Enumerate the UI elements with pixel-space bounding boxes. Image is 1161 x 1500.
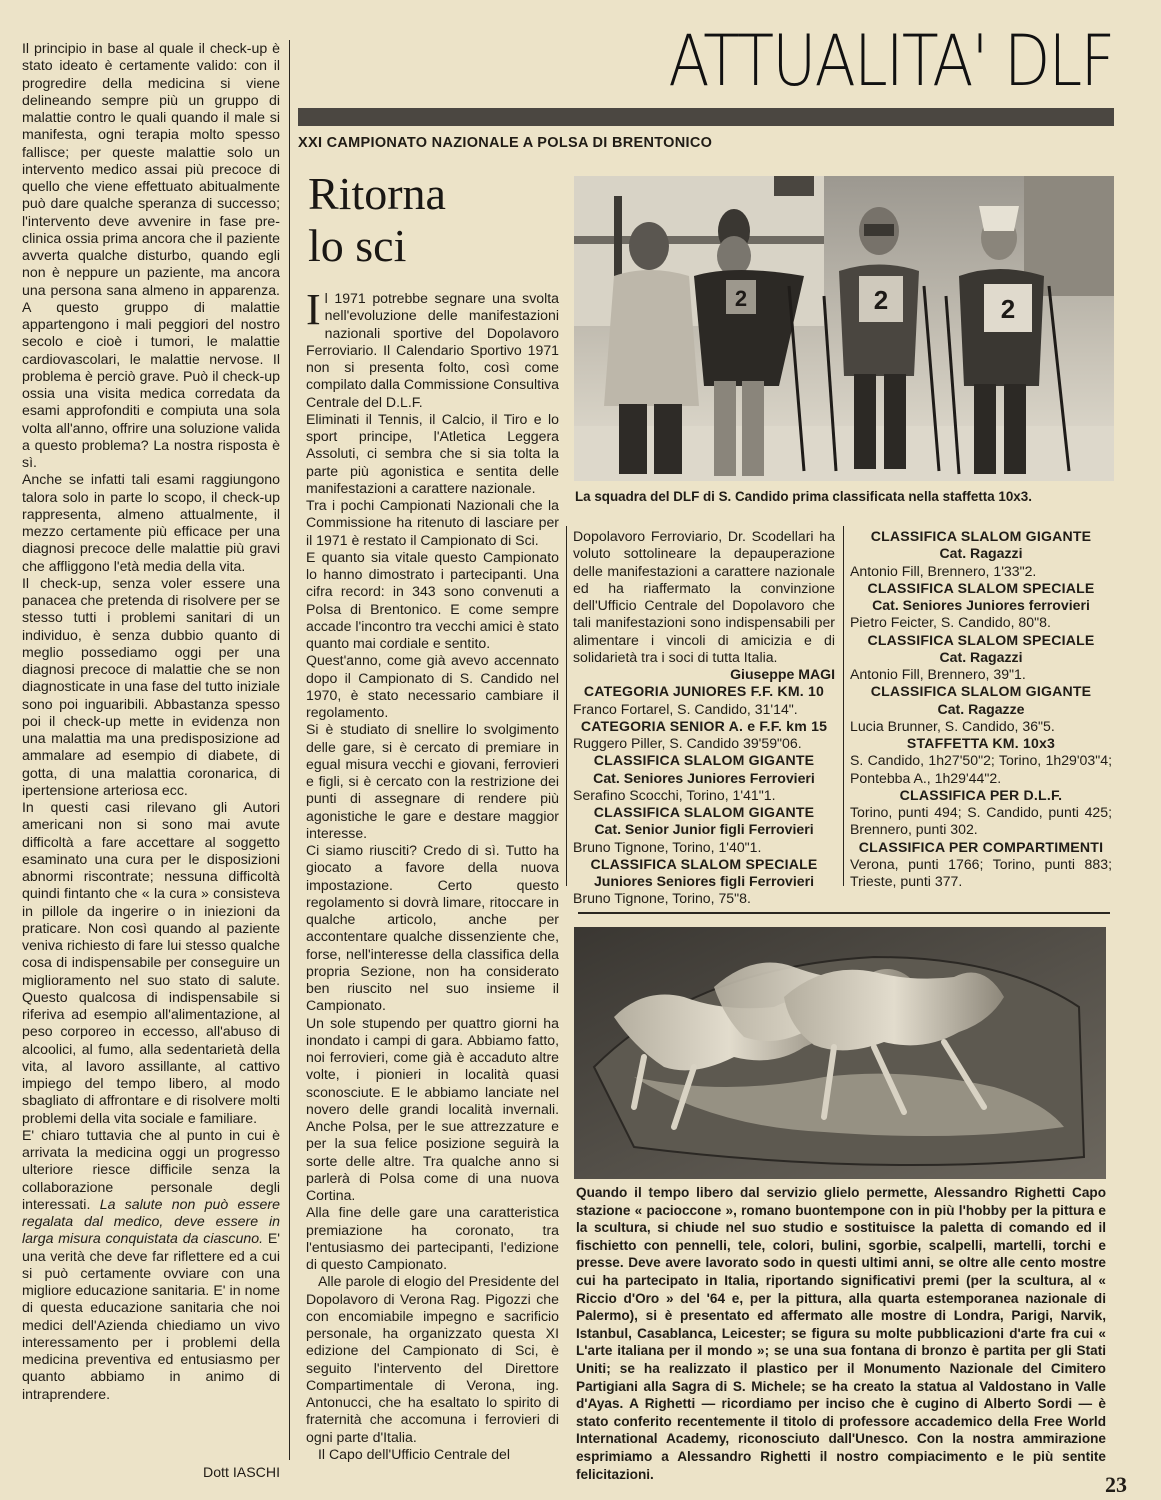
page-number: 23 xyxy=(1105,1472,1127,1497)
bib-number: 2 xyxy=(873,285,889,315)
result-block xyxy=(850,580,1112,632)
result-block xyxy=(573,683,835,718)
sculpture-caption: Quando il tempo libero dal servizio glielo permette, Alessandro Righetti Capo stazione « pacioccone », romano buontempone con in più l'hobby per la pittura e la scultura, si chiude nel suo studio e sostituisce la paletta di comando ed il fischietto con pennelli, tele, colori, bulini, sgorbie, scalpelli, martelli, torchi e presse. Deve avere lavorato sodo in questi ultimi anni, se oltre alle cento mostre cui ha partecipato in Italia, riportando significativi premi (per la scultura, al « Riccio d'Oro » del '64 e, per la pittura, alla quarta estemporanea nazionale di Palermo), si è presentato ed affermato alle mostre di Londra, Parigi, Narvik, Istanbul, Casablanca, Leicester; se figura su molte pubblicazioni d'arte fra cui « L'arte italiana per il mondo »; se una sua fontana di bronzo è partita per gli Stati Uniti; se ha realizzato il plastico per il Monumento Nazionale del Cimitero Partigiani alla Sagra di S. Michele; se ha creato la statua al Valdostano in Valle d'Ayas. A Righetti — ricordiamo per inciso che è cugino di Alberto Sordi — è stato conferito recentemente il titolo di professore accademico della Free World International Academy, riconosciuto dall'Unesco. Con la nostra ammirazione esprimiamo a Alessandro Righetti il nostro compiacimento e le più sentite felicitazioni. xyxy=(576,1185,1106,1482)
result-block xyxy=(850,787,1112,839)
left-paragraph: Il check-up, senza voler essere una panacea che pretenda di risolvere per se stesso tutti i problemi sanitari di un individuo, è senza dubbio quanto di meglio possediamo oggi per una diagnosi precoce di malattie che se non diagnosticate in una fase del tutto iniziale sono poi inguaribili. Abbastanza spesso poi il check-up mette in evidenza non una malattia ma una predisposizione ad ammalare ad esempio di diabete, di gotta, di una malattia coronarica, di ipertensione arteriosa ecc. xyxy=(22,574,280,798)
column-divider xyxy=(843,526,844,886)
result-line: Lucia Brunner, S. Candido, 36"5. xyxy=(850,717,1055,734)
result-heading: CLASSIFICA PER D.L.F. xyxy=(899,786,1063,803)
result-line: Serafino Scocchi, Torino, 1'41"1. xyxy=(573,786,776,803)
headline-line: Ritorna xyxy=(308,168,446,219)
section-title: ATTUALITA' DLF xyxy=(668,20,1113,102)
result-heading: CLASSIFICA SLALOM SPECIALE xyxy=(867,631,1095,648)
middle-paragraph: E quanto sia vitale questo Campionato lo hanno dimostrato i partecipanti. Una cifra record: in 343 sono convenuti a Polsa di Brentonico. E come sempre accade l'incontro tra vecchi amici è stato quanto mai cordiale e sentito. xyxy=(306,548,559,651)
sculpture-photo xyxy=(574,927,1106,1179)
result-subheading: Cat. Ragazzi xyxy=(939,545,1023,562)
result-subheading: Cat. Ragazzi xyxy=(939,648,1023,665)
result-heading: STAFFETTA KM. 10x3 xyxy=(906,735,1056,751)
left-paragraph: In questi casi rilevano gli Autori americani non si sono mai avute difficoltà a fare accettare al soggetto esaminato una cura per le disposizioni abnormi riscontrate; nessuna difficoltà quindi fintanto che « la cura » consisteva in pillole da ingerire o in iniezioni da praticare. Non così quando al paziente veniva richiesto di fare lui stesso qualche cosa di indispensabile per conseguire un miglioramento nel suo stato di salute. Questo qualcosa di indispensabile si riferiva ad esempio all'alimentazione, al peso corporeo in eccesso, all'abuso di alcoolici, al fumo, alla sedentarietà della vita, al lavoro assillante, al cattivo impiego del tempo libero, al modo sbagliato di affrontare e di risolvere molti problemi della vita sociale e familiare. xyxy=(22,799,280,1126)
result-heading: CLASSIFICA PER COMPARTIMENTI xyxy=(858,838,1104,855)
section-divider xyxy=(578,912,1110,914)
result-heading: CATEGORIA SENIOR A. e F.F. km 15 xyxy=(580,717,828,734)
result-block xyxy=(573,804,835,856)
article-kicker: XXI CAMPIONATO NAZIONALE A POLSA DI BRENTONICO xyxy=(298,135,713,151)
article-headline xyxy=(308,168,446,272)
third-paragraph: Dopolavoro Ferroviario, Dr. Scodellari ha voluto sottolineare la depauperazione delle manifestazioni a carattere nazionale ed ha riaffermato la convinzione dell'Ufficio Centrale del Dopolavoro che tali manifestazioni sono indispensabili per alimentare i vincoli di amicizia e di solidarietà tra i soci di tutta Italia. xyxy=(573,528,835,665)
header-band xyxy=(298,108,1114,126)
ski-team-photo-image xyxy=(574,176,1114,481)
ski-photo-caption: La squadra del DLF di S. Candido prima classificata nella staffetta 10x3. xyxy=(575,489,1032,504)
result-line: Torino, punti 494; S. Candido, punti 425; Brennero, punti 302. xyxy=(850,804,1112,838)
result-subheading: Cat. Ragazze xyxy=(937,700,1025,717)
middle-paragraph: Si è studiato di snellire lo svolgimento delle gare, si è cercato di premiare in egual misura vecchi e giovani, ferrovieri e figli, si è cercato con la restrizione dei punti di assegnare di rendere più agonistiche le gare e destare maggior interesse. xyxy=(306,721,559,841)
result-subheading: Cat. Senior Junior figli Ferrovieri xyxy=(594,821,814,838)
result-line: Verona, punti 1766; Torino, punti 883; Trieste, punti 377. xyxy=(850,855,1112,889)
middle-paragraph: Quest'anno, come già avevo accennato dopo il Campionato di S. Candido nel 1970, è stato necessario cambiare il regolamento. xyxy=(306,652,559,720)
result-line: S. Candido, 1h27'50"2; Torino, 1h29'03"4; Pontebba A., 1h29'44"2. xyxy=(850,752,1112,786)
result-subheading: Cat. Seniores Juniores Ferrovieri xyxy=(593,769,815,786)
middle-paragraph: Eliminati il Tennis, il Calcio, il Tiro e lo sport principe, l'Atletica Leggera Assoluti, ci sembra che si sia tolta la parte più agonistica e sentita delle manifestazioni a carattere nazionale. xyxy=(306,410,559,496)
middle-column xyxy=(306,285,560,1463)
middle-paragraph xyxy=(306,285,560,411)
result-heading: CATEGORIA JUNIORES F.F. KM. 10 xyxy=(583,683,825,700)
result-line: Antonio Fill, Brennero, 1'33"2. xyxy=(850,562,1037,579)
result-line: Pietro Feicter, S. Candido, 80"8. xyxy=(850,614,1051,631)
third-column xyxy=(573,528,835,908)
left-column xyxy=(22,40,280,1480)
third-signature: Giuseppe MAGI xyxy=(730,666,835,682)
bib-number: 2 xyxy=(1000,294,1016,324)
result-block xyxy=(573,752,835,804)
left-closing-paragraph xyxy=(22,1127,280,1403)
left-closing-text: E' chiaro tuttavia che al punto in cui è arrivata la medicina oggi un progresso ulteriore riesce difficile senza la collaborazione personale degli interessati. xyxy=(22,1126,280,1212)
left-signature: Dott IASCHI xyxy=(202,1464,280,1480)
result-line: Ruggero Piller, S. Candido 39'59"06. xyxy=(573,735,802,751)
middle-paragraph-text: l 1971 potrebbe segnare una svolta nell'evoluzione delle manifestazioni nazionali sportive del Dopolavoro Ferroviario. Il Calendario Sportivo 1971 non si presenta folto, così come compilato dalla Commissione Consultiva Centrale del D.L.F. xyxy=(306,290,560,410)
result-heading: CLASSIFICA SLALOM GIGANTE xyxy=(593,804,815,820)
result-line: Franco Fortarel, S. Candido, 31'14". xyxy=(573,700,798,717)
middle-paragraph: Il Capo dell'Ufficio Centrale del xyxy=(318,1445,511,1462)
result-line: Bruno Tignone, Torino, 1'40"1. xyxy=(573,838,762,855)
result-block xyxy=(850,683,1112,735)
result-block xyxy=(850,632,1112,684)
headline-line: lo sci xyxy=(308,220,407,271)
result-block xyxy=(573,718,835,753)
middle-paragraph: Ci siamo riusciti? Credo di sì. Tutto ha giocato a favore della nuova impostazione. Certo questo regolamento si dovrà limare, ritoccare in qualche articolo, anche per accontentare qualche dissenziente che, forse, nell'interesse della classifica della propria Sezione, non ha considerato ben riuscito nel suo insieme il Campionato. xyxy=(306,842,559,1014)
result-line: Bruno Tignone, Torino, 75"8. xyxy=(573,890,751,907)
ski-team-photo xyxy=(574,176,1114,481)
result-block xyxy=(573,856,835,908)
bib-number: 2 xyxy=(734,286,748,311)
middle-paragraph: Alla fine delle gare una caratteristica premiazione ha coronato, tra l'entusiasmo dei partecipanti, l'edizione di questo Campionato. xyxy=(306,1204,559,1272)
result-block xyxy=(850,735,1112,787)
result-heading: CLASSIFICA SLALOM SPECIALE xyxy=(590,855,818,872)
left-paragraph: Anche se infatti tali esami raggiungono talora solo in parte lo scopo, il check-up rappresenta, almeno attualmente, il mezzo certamente più efficace per una diagnosi precoce delle malattie più gravi che affliggono l'età media della vita. xyxy=(22,471,280,574)
middle-paragraph: Un sole stupendo per quattro giorni ha inondato i campi di gara. Abbiamo fatto, noi ferrovieri, come già è accaduto altre volte, i pionieri in località quasi sconosciute. E le abbiamo lanciate nel novero delle grandi località invernali. Anche Polsa, per le sue attrezzature e per la sua felice posizione seguirà la sorte delle altre. Tra qualche anno si parlerà di Polsa come di una nuova Cortina. xyxy=(306,1014,559,1203)
result-heading: CLASSIFICA SLALOM GIGANTE xyxy=(593,752,815,769)
left-closing-italic: La salute non può essere regalata dal medico, deve essere in larga misura conquistata da ciascuno. xyxy=(22,1195,280,1247)
result-subheading: Cat. Seniores Juniores ferrovieri xyxy=(872,597,1090,613)
result-line: Antonio Fill, Brennero, 39"1. xyxy=(850,666,1026,682)
column-divider xyxy=(289,40,290,1460)
left-closing-text-end: E' una verità che deve far riflettere ed a cui si può certamente ovviare con una migliore educazione sanitaria. E' in nome di questa educazione sanitaria che noi medici dell'Azienda chiediamo un vivo interessamento per i problemi della medicina preventiva ed entusiasmo per quanto abbiamo in animo di intraprendere. xyxy=(22,1230,280,1402)
result-heading: CLASSIFICA SLALOM GIGANTE xyxy=(870,683,1092,700)
sculpture-photo-image xyxy=(574,927,1106,1179)
column-divider xyxy=(566,526,567,886)
fourth-column xyxy=(850,528,1112,890)
result-block xyxy=(850,839,1112,891)
middle-paragraph: Tra i pochi Campionati Nazionali che la Commissione ha ritenuto di lasciare per il 1971 è restato il Campionato di Sci. xyxy=(306,497,559,548)
result-heading: CLASSIFICA SLALOM GIGANTE xyxy=(870,528,1092,544)
drop-cap: I xyxy=(306,285,321,334)
result-heading: CLASSIFICA SLALOM SPECIALE xyxy=(867,579,1095,596)
result-subheading: Juniores Seniores figli Ferrovieri xyxy=(593,873,815,889)
middle-paragraph: Alle parole di elogio del Presidente del Dopolavoro di Verona Rag. Pigozzi che con encomiabile impegno e sacrificio personale, ha organizzato questa XI edizione del Campionato di Sci, è seguito l'intervento del Direttore Compartimentale di Verona, ing. Antonucci, che ha esaltato lo spirito di fraternità che accomuna i ferrovieri di ogni parte d'Italia. xyxy=(306,1273,559,1445)
left-paragraph: Il principio in base al quale il check-up è stato ideato è certamente valido: con il progredire della medicina si viene delineando sempre più un gruppo di malattie contro le quali quando il male si manifesta, ogni terapia molto spesso fallisce; per queste malattie solo un intervento medico assai più precoce di quello che viene effettuato abitualmente può dare qualche speranza di successo; l'intervento deve avvenire in fase pre-clinica ossia prima ancora che il paziente avverta qualche disturbo, quando egli non è neppure un paziente, ma ancora una persona sana almeno in apparenza. A questo gruppo di malattie appartengono i mali peggiori del nostro secolo e cioè i tumori, le malattie cardiovascolari, le malattie nervose. Il problema è perciò grave. Può il check-up ossia una visita medica corredata da esami approfonditi e compiuta una sola volta all'anno, offrire una soluzione valida a questo problema? La nostra risposta è sì. xyxy=(22,40,280,470)
result-block xyxy=(850,528,1112,580)
